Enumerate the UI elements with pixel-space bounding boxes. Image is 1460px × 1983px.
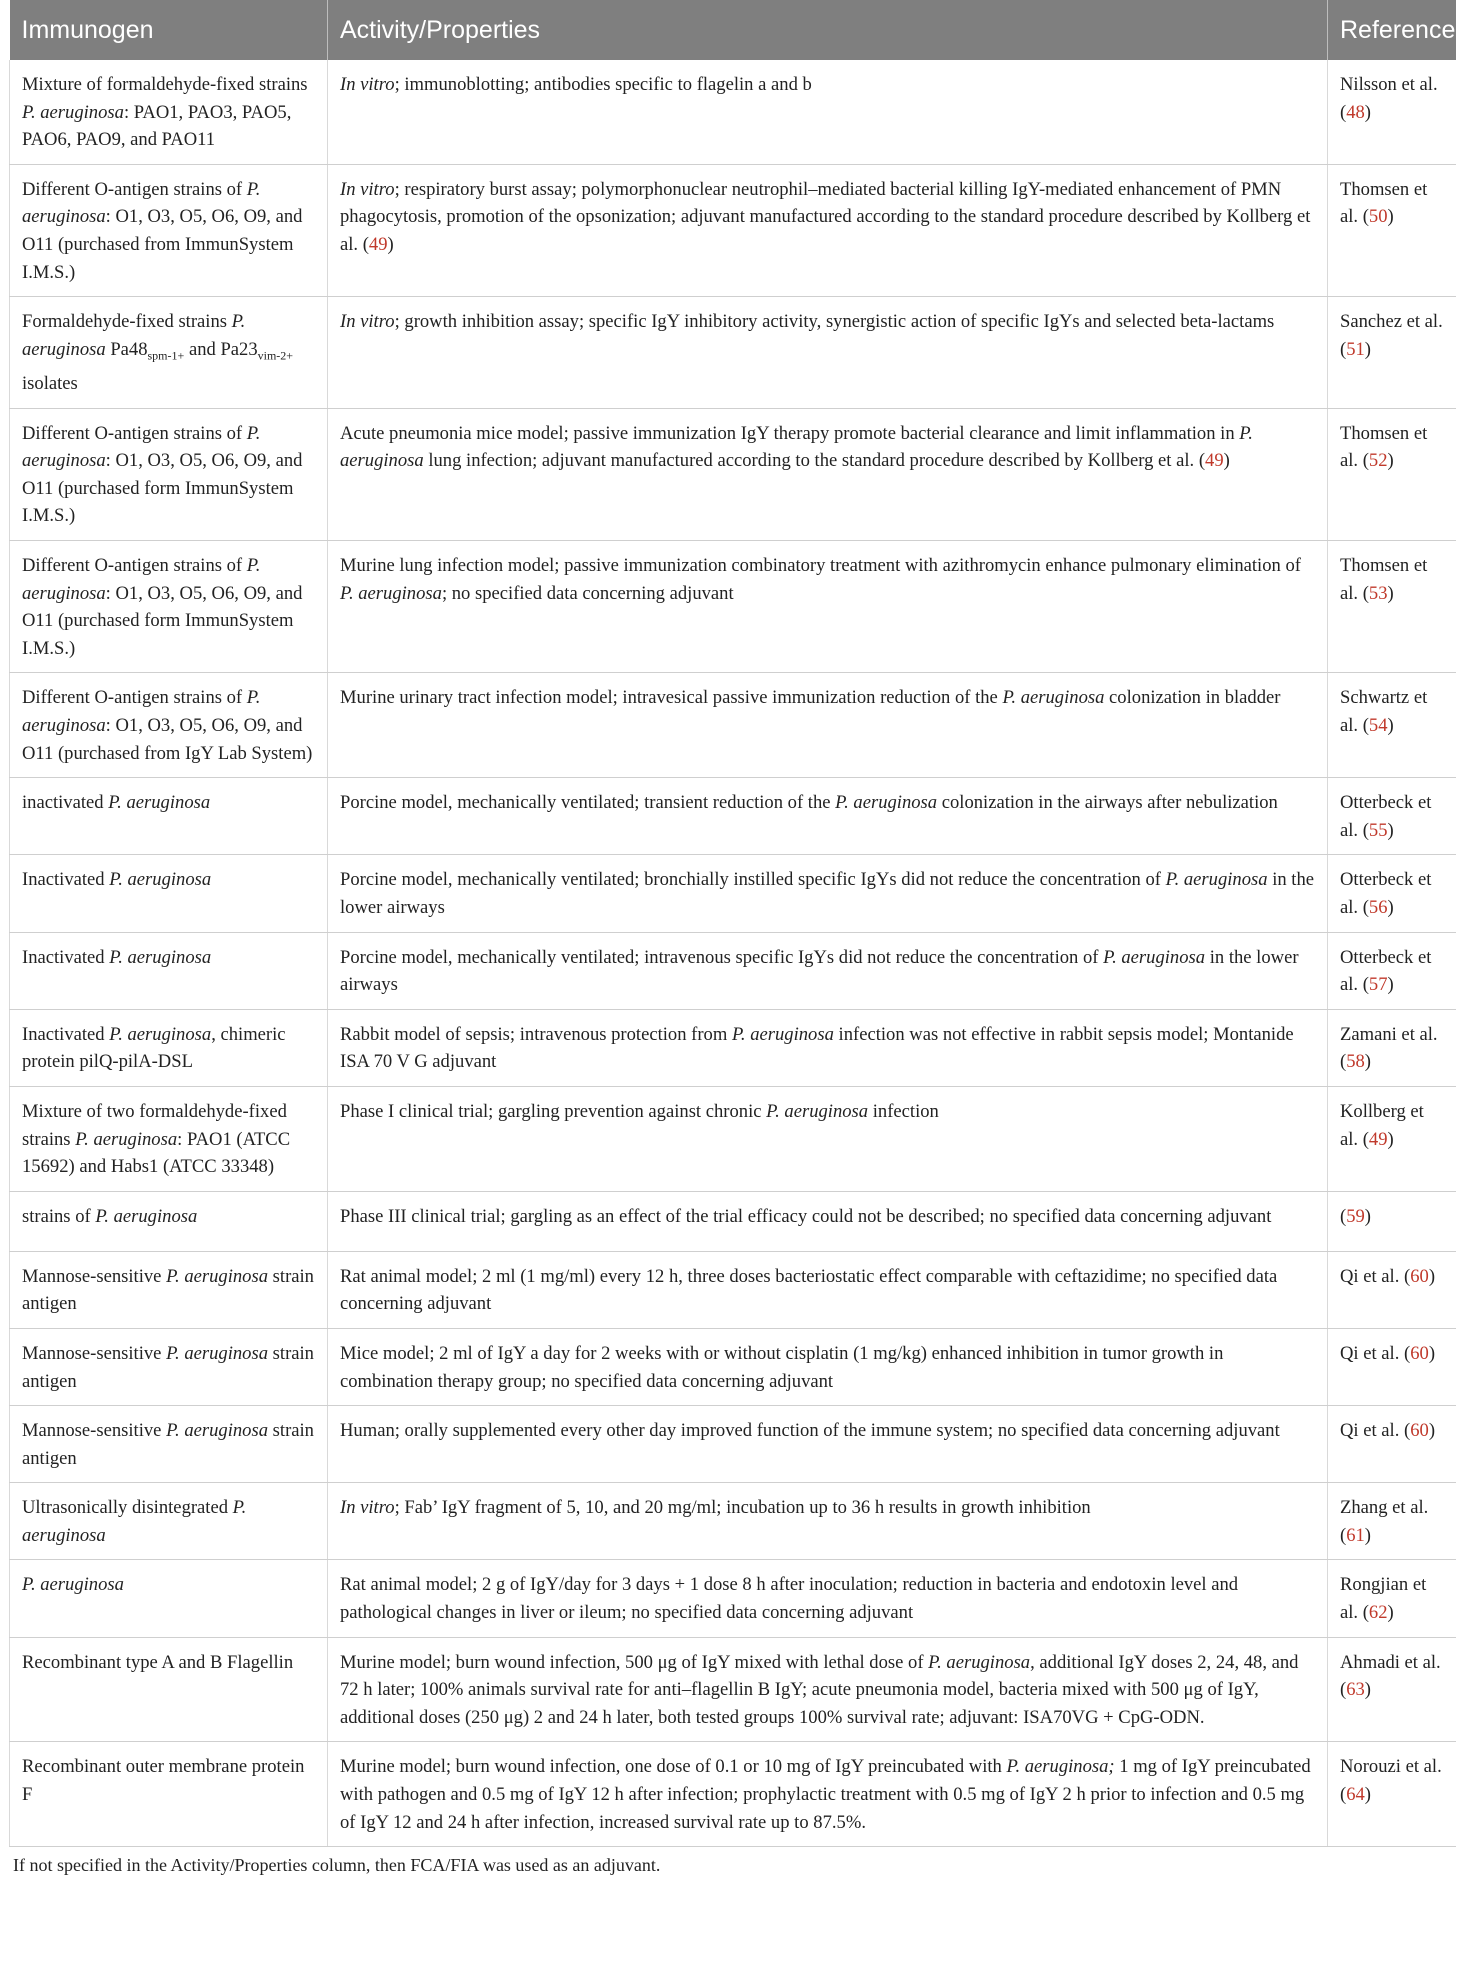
table-row [10,1191,1456,1251]
cell-immunogen: Different O-antigen strains of P. aeruginosa: O1, O3, O5, O6, O9, and O11 (purchased from ImmunSystem I.M.S.) [10,164,328,296]
cell-activity: Human; orally supplemented every other day improved function of the immune system; no specified data concerning adjuvant [328,1406,1328,1483]
cell-reference: Zhang et al. (61) [1328,1483,1456,1560]
cell-immunogen: Inactivated P. aeruginosa [10,855,328,932]
cell-reference: Otterbeck et al. (57) [1328,932,1456,1009]
cell-immunogen: Ultrasonically disintegrated P. aeruginosa [10,1483,328,1560]
cell-activity: Rat animal model; 2 g of IgY/day for 3 days + 1 dose 8 h after inoculation; reduction in bacteria and endotoxin level and pathological changes in liver or ileum; no specified data concerning adjuvant [328,1560,1328,1637]
cell-reference: Norouzi et al. (64) [1328,1742,1456,1847]
cell-immunogen: Recombinant type A and B Flagellin [10,1637,328,1742]
cell-reference: Otterbeck et al. (56) [1328,855,1456,932]
cell-activity: In vitro; growth inhibition assay; specific IgY inhibitory activity, synergistic action of specific IgYs and selected beta-lactams [328,297,1328,409]
cell-immunogen: Mixture of two formaldehyde-fixed strains P. aeruginosa: PAO1 (ATCC 15692) and Habs1 (ATCC 33348) [10,1086,328,1191]
cell-immunogen: Mannose-sensitive P. aeruginosa strain antigen [10,1328,328,1405]
cell-immunogen: Formaldehyde-fixed strains P. aeruginosa $Pa48_{spm-1+}$ and $Pa23_{vim-2+}$ isolates [10,297,328,409]
table-row [10,1637,1456,1742]
cell-immunogen: Mannose-sensitive P. aeruginosa strain antigen [10,1251,328,1328]
cell-reference: (59) [1328,1191,1456,1251]
cell-reference: Zamani et al. (58) [1328,1009,1456,1086]
cell-activity: Murine model; burn wound infection, one dose of 0.1 or 10 mg of IgY preincubated with P. aeruginosa; 1 mg of IgY preincubated with pathogen and 0.5 mg of IgY 12 h after infection; prophylactic treatment with 0.5 mg of IgY 2 h prior to infection and 0.5 mg of IgY 12 and 24 h after infection, increased survival rate up to 87.5%. [328,1742,1328,1847]
table-row [10,1251,1456,1328]
cell-immunogen: Inactivated P. aeruginosa [10,932,328,1009]
cell-activity: Murine lung infection model; passive immunization combinatory treatment with azithromycin enhance pulmonary elimination of P. aeruginosa; no specified data concerning adjuvant [328,541,1328,673]
cell-reference: Ahmadi et al. (63) [1328,1637,1456,1742]
cell-immunogen: Different O-antigen strains of P. aeruginosa: O1, O3, O5, O6, O9, and O11 (purchased form ImmunSystem I.M.S.) [10,408,328,540]
table-row [10,1742,1456,1847]
cell-immunogen: Different O-antigen strains of P. aeruginosa: O1, O3, O5, O6, O9, and O11 (purchased form ImmunSystem I.M.S.) [10,541,328,673]
cell-immunogen: Inactivated P. aeruginosa, chimeric protein pilQ-pilA-DSL [10,1009,328,1086]
cell-activity: In vitro; immunoblotting; antibodies specific to flagelin a and b [328,60,1328,164]
cell-activity: Rabbit model of sepsis; intravenous protection from P. aeruginosa infection was not effective in rabbit sepsis model; Montanide ISA 70 V G adjuvant [328,1009,1328,1086]
cell-immunogen: Mixture of formaldehyde-fixed strains P. aeruginosa: PAO1, PAO3, PAO5, PAO6, PAO9, and PAO11 [10,60,328,164]
cell-immunogen: inactivated P. aeruginosa [10,778,328,855]
cell-reference: Qi et al. (60) [1328,1406,1456,1483]
table-row [10,855,1456,932]
table-row [10,541,1456,673]
cell-reference: Sanchez et al. (51) [1328,297,1456,409]
table-row [10,932,1456,1009]
cell-immunogen: Mannose-sensitive P. aeruginosa strain antigen [10,1406,328,1483]
cell-reference: Schwartz et al. (54) [1328,673,1456,778]
cell-activity: In vitro; Fab’ IgY fragment of 5, 10, and 20 mg/ml; incubation up to 36 h results in growth inhibition [328,1483,1328,1560]
table-container [9,0,1455,1876]
cell-activity: Phase III clinical trial; gargling as an effect of the trial efficacy could not be described; no specified data concerning adjuvant [328,1191,1328,1251]
cell-reference: Thomsen et al. (52) [1328,408,1456,540]
header-immunogen: Immunogen [10,0,328,60]
cell-activity: Murine model; burn wound infection, 500 μg of IgY mixed with lethal dose of P. aeruginosa, additional IgY doses 2, 24, 48, and 72 h later; 100% animals survival rate for anti–flagellin B IgY; acute pneumonia model, bacteria mixed with 500 μg of IgY, additional doses (250 μg) 2 and 24 h later, both tested groups 100% survival rate; adjuvant: ISA70VG + CpG-ODN. [328,1637,1328,1742]
cell-immunogen: P. aeruginosa [10,1560,328,1637]
cell-immunogen: strains of P. aeruginosa [10,1191,328,1251]
table-row [10,1406,1456,1483]
header-reference: Reference [1328,0,1456,60]
header-activity: Activity/Properties [328,0,1328,60]
cell-activity: Phase I clinical trial; gargling prevention against chronic P. aeruginosa infection [328,1086,1328,1191]
cell-activity: Porcine model, mechanically ventilated; bronchially instilled specific IgYs did not reduce the concentration of P. aeruginosa in the lower airways [328,855,1328,932]
cell-activity: Rat animal model; 2 ml (1 mg/ml) every 12 h, three doses bacteriostatic effect comparable with ceftazidime; no specified data concerning adjuvant [328,1251,1328,1328]
table-footnote: If not specified in the Activity/Properties column, then FCA/FIA was used as an adjuvant. [13,1855,661,1876]
table-body [10,60,1456,1847]
immunogen-table [9,0,1456,1847]
table-row [10,60,1456,164]
table-row [10,1086,1456,1191]
table-row [10,1328,1456,1405]
table-header-row [10,0,1456,60]
cell-immunogen: Different O-antigen strains of P. aeruginosa: O1, O3, O5, O6, O9, and O11 (purchased from IgY Lab System) [10,673,328,778]
cell-reference: Thomsen et al. (50) [1328,164,1456,296]
cell-activity: Porcine model, mechanically ventilated; transient reduction of the P. aeruginosa colonization in the airways after nebulization [328,778,1328,855]
cell-reference: Nilsson et al. (48) [1328,60,1456,164]
cell-activity: Porcine model, mechanically ventilated; intravenous specific IgYs did not reduce the concentration of P. aeruginosa in the lower airways [328,932,1328,1009]
cell-activity: Acute pneumonia mice model; passive immunization IgY therapy promote bacterial clearance and limit inflammation in P. aeruginosa lung infection; adjuvant manufactured according to the standard procedure described by Kollberg et al. (49) [328,408,1328,540]
table-row [10,778,1456,855]
cell-reference: Qi et al. (60) [1328,1328,1456,1405]
table-row [10,1483,1456,1560]
table-row [10,1009,1456,1086]
cell-activity: Mice model; 2 ml of IgY a day for 2 weeks with or without cisplatin (1 mg/kg) enhanced inhibition in tumor growth in combination therapy group; no specified data concerning adjuvant [328,1328,1328,1405]
cell-activity: Murine urinary tract infection model; intravesical passive immunization reduction of the P. aeruginosa colonization in bladder [328,673,1328,778]
table-row [10,297,1456,409]
cell-activity: In vitro; respiratory burst assay; polymorphonuclear neutrophil–mediated bacterial killing IgY-mediated enhancement of PMN phagocytosis, promotion of the opsonization; adjuvant manufactured according to the standard procedure described by Kollberg et al. (49) [328,164,1328,296]
table-row [10,1560,1456,1637]
cell-reference: Thomsen et al. (53) [1328,541,1456,673]
table-row [10,408,1456,540]
cell-reference: Kollberg et al. (49) [1328,1086,1456,1191]
cell-immunogen: Recombinant outer membrane protein F [10,1742,328,1847]
table-row [10,164,1456,296]
cell-reference: Rongjian et al. (62) [1328,1560,1456,1637]
cell-reference: Otterbeck et al. (55) [1328,778,1456,855]
table-row [10,673,1456,778]
cell-reference: Qi et al. (60) [1328,1251,1456,1328]
